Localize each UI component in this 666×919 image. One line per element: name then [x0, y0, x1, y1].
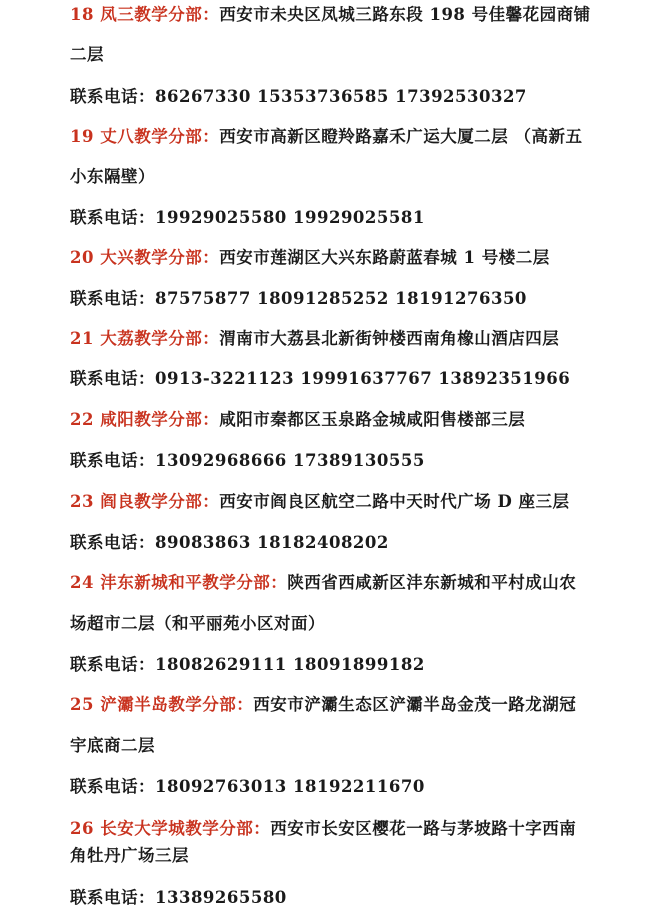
branch-25-line-2: [70, 735, 626, 757]
branch-22-line-1: [70, 409, 626, 431]
branch-24-phone-label: 联系电话：: [70, 655, 155, 674]
branch-18-line-1: [70, 4, 626, 26]
branch-22-phones: 13092968666 17389130555: [155, 451, 425, 470]
branch-20-name: 20 大兴教学分部：: [70, 248, 220, 267]
branch-20-phone-line: [70, 288, 626, 310]
branch-18-phone-label: 联系电话：: [70, 87, 155, 106]
branch-18-address: 西安市未央区凤城三路东段 198 号佳馨花园商铺: [219, 5, 591, 24]
branch-21-phone-line: [70, 368, 626, 390]
branch-24-name: 24 沣东新城和平教学分部：: [70, 573, 288, 592]
branch-18-phone-line: [70, 86, 626, 108]
branch-20-address: 西安市莲湖区大兴东路蔚蓝春城 1 号楼二层: [219, 248, 550, 267]
branch-25-phone-line: [70, 776, 626, 798]
branch-26-phones: 13389265580: [155, 888, 287, 907]
branch-21-line-1: [70, 328, 626, 350]
branch-20-phone-label: 联系电话：: [70, 289, 155, 308]
branch-23-phones: 89083863 18182408202: [155, 533, 389, 552]
branch-21-phones: 0913-3221123 19991637767 13892351966: [155, 369, 571, 388]
branch-18-phones: 86267330 15353736585 17392530327: [155, 87, 527, 106]
branch-19-line-2: [70, 166, 626, 188]
branch-19-address: 西安市高新区瞪羚路嘉禾广运大厦二层 （高新五: [219, 127, 583, 146]
branch-19-address-cont: 小东隔壁）: [70, 167, 155, 186]
branch-26-line-1: [70, 818, 626, 840]
branch-23-phone-line: [70, 532, 626, 554]
branch-26-phone-label: 联系电话：: [70, 888, 155, 907]
branch-26-name: 26 长安大学城教学分部：: [70, 819, 271, 838]
branch-26-phone-line: [70, 887, 626, 909]
branch-24-address-cont: 场超市二层（和平丽苑小区对面）: [70, 614, 325, 633]
branch-26-address-cont: 角牡丹广场三层: [70, 846, 189, 865]
branch-18-name: 18 凤三教学分部：: [70, 5, 220, 24]
branch-20-line-1: [70, 247, 626, 269]
branch-25-address-cont: 宇底商二层: [70, 736, 155, 755]
branch-23-name: 23 阎良教学分部：: [70, 492, 220, 511]
branch-24-line-1: [70, 572, 626, 594]
branch-20-phones: 87575877 18091285252 18191276350: [155, 289, 527, 308]
branch-24-phone-line: [70, 654, 626, 676]
branch-19-phone-line: [70, 207, 626, 229]
branch-22-phone-line: [70, 450, 626, 472]
branch-25-name: 25 浐灞半岛教学分部：: [70, 695, 254, 714]
branch-18-line-2: [70, 44, 626, 66]
branch-26-address: 西安市长安区樱花一路与茅坡路十字西南: [270, 819, 577, 838]
branch-19-phone-label: 联系电话：: [70, 208, 155, 227]
branch-22-name: 22 咸阳教学分部：: [70, 410, 220, 429]
branch-19-name: 19 丈八教学分部：: [70, 127, 220, 146]
branch-21-phone-label: 联系电话：: [70, 369, 155, 388]
branch-26-line-2: [70, 845, 626, 867]
branch-19-line-1: [70, 126, 626, 148]
branch-21-name: 21 大荔教学分部：: [70, 329, 220, 348]
branch-24-address: 陕西省西咸新区沣东新城和平村成山农: [287, 573, 577, 592]
branch-23-address: 西安市阎良区航空二路中天时代广场 D 座三层: [219, 492, 570, 511]
branch-22-phone-label: 联系电话：: [70, 451, 155, 470]
branch-23-line-1: [70, 491, 626, 513]
branch-25-phones: 18092763013 18192211670: [155, 777, 425, 796]
branch-24-line-2: [70, 613, 626, 635]
branch-25-line-1: [70, 694, 626, 716]
branch-22-address: 咸阳市秦都区玉泉路金城咸阳售楼部三层: [219, 410, 526, 429]
branch-24-phones: 18082629111 18091899182: [155, 655, 425, 674]
branch-19-phones: 19929025580 19929025581: [155, 208, 425, 227]
branch-21-address: 渭南市大荔县北新街钟楼西南角橡山酒店四层: [219, 329, 560, 348]
branch-23-phone-label: 联系电话：: [70, 533, 155, 552]
branch-18-address-cont: 二层: [70, 45, 104, 64]
branch-25-phone-label: 联系电话：: [70, 777, 155, 796]
branch-25-address: 西安市浐灞生态区浐灞半岛金茂一路龙湖冠: [253, 695, 577, 714]
